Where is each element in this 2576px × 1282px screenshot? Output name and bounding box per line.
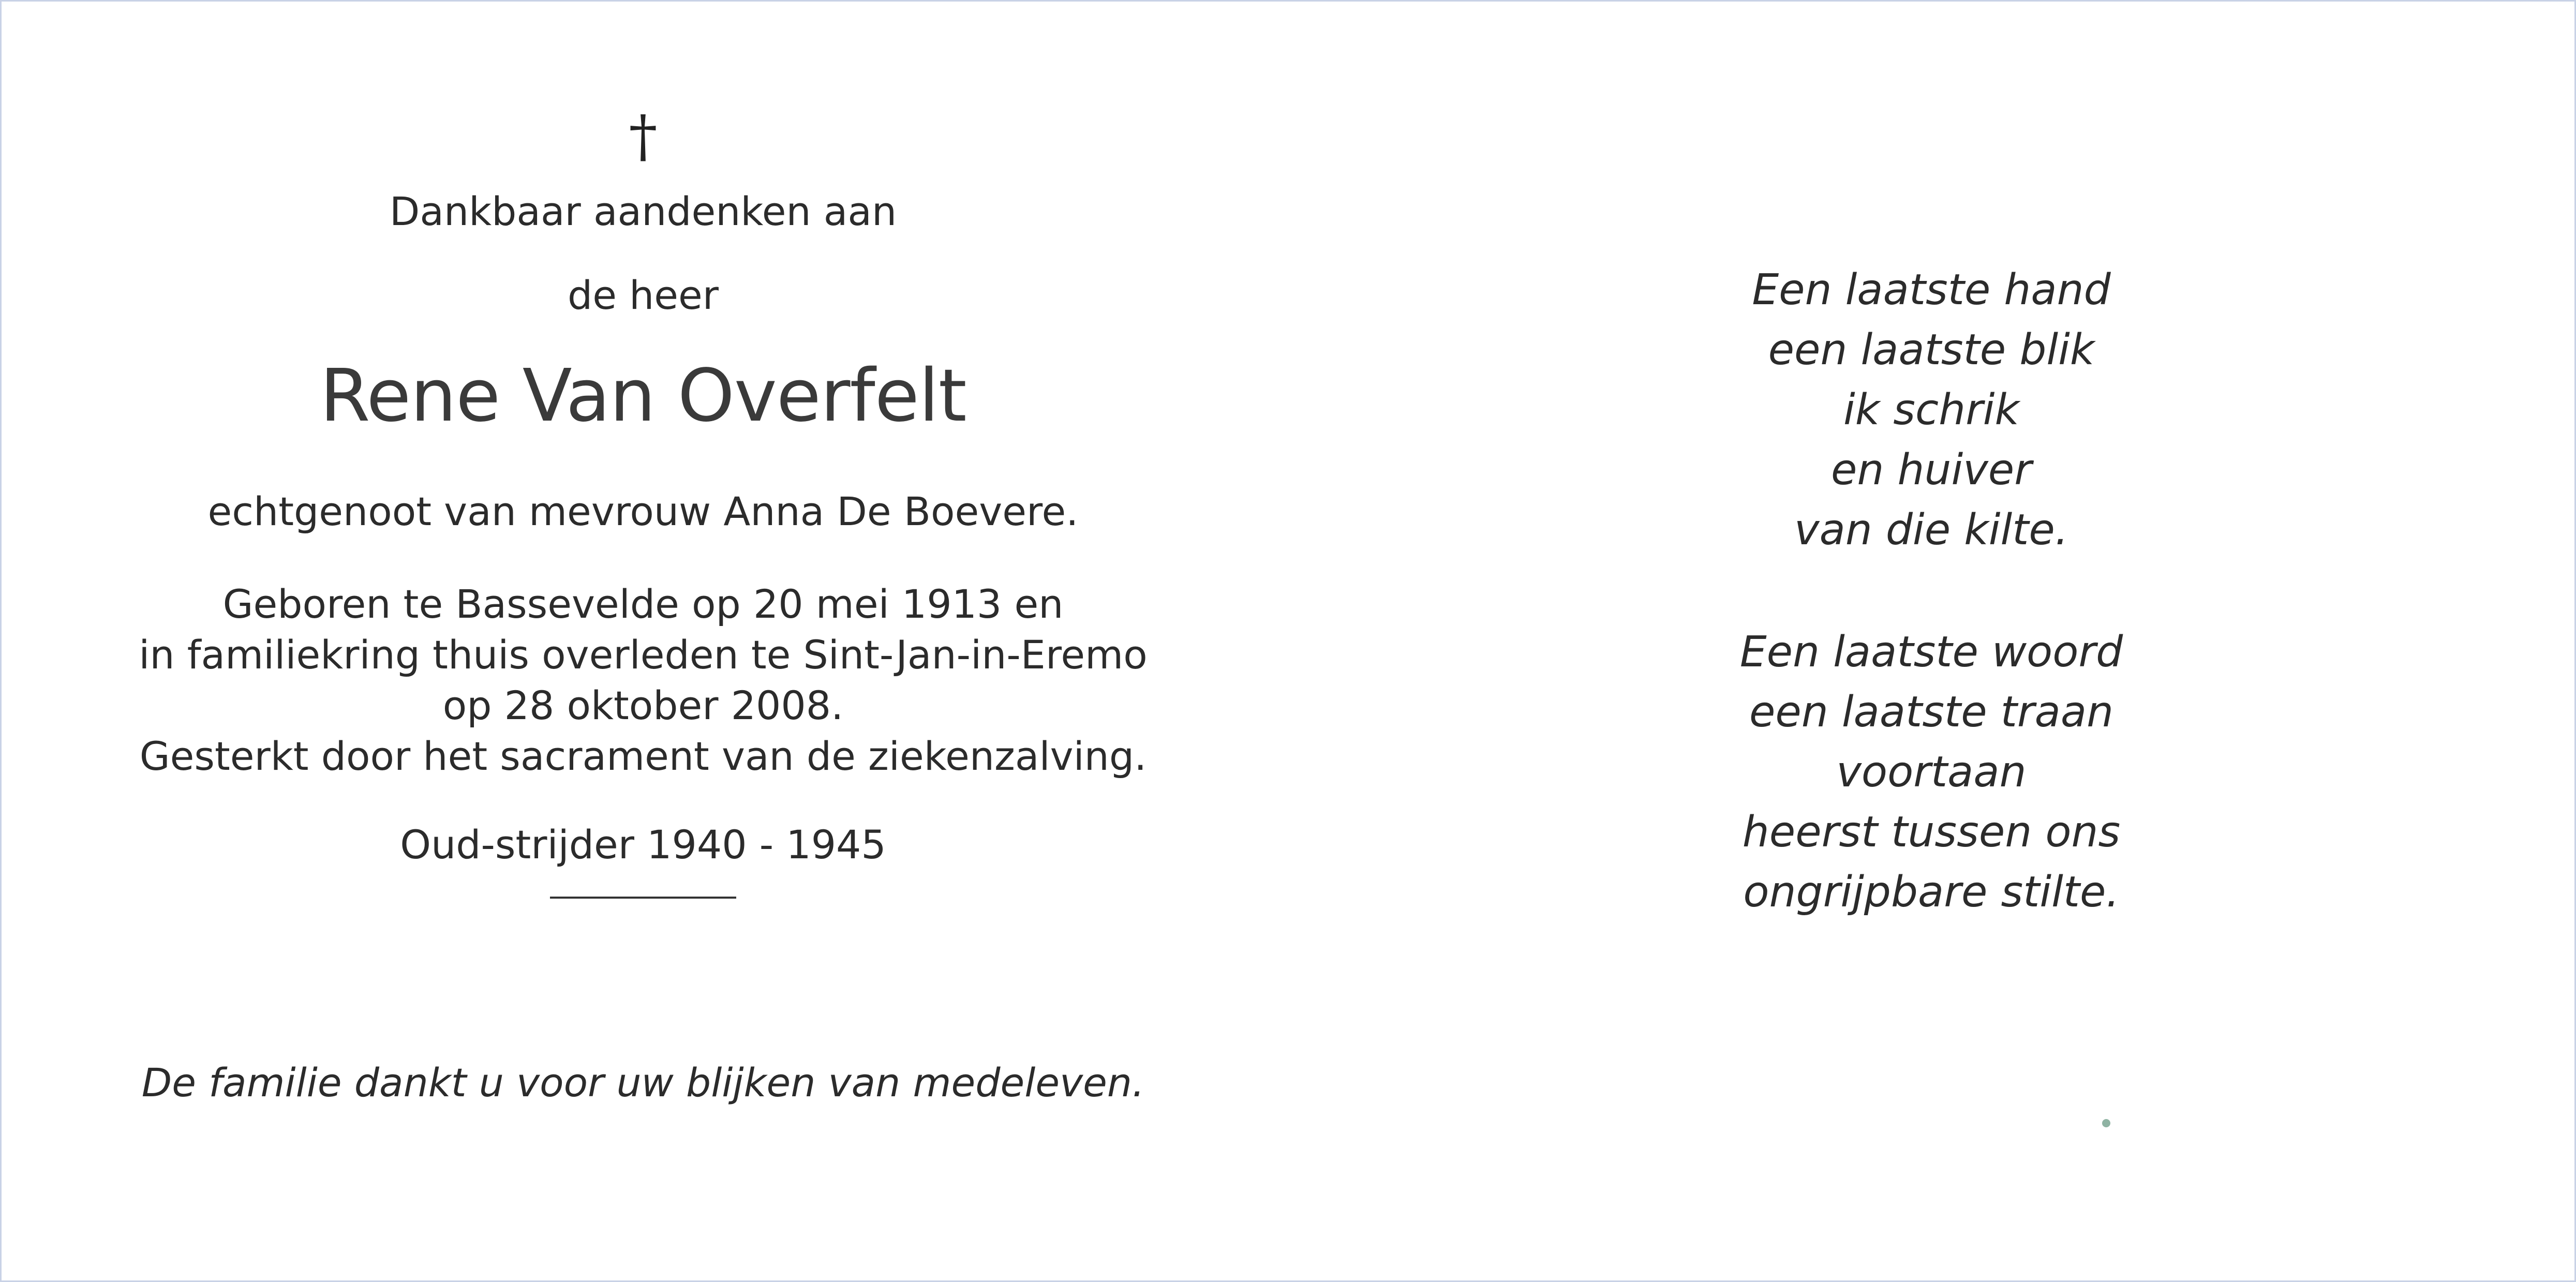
bio-line-death-place: in familiekring thuis overleden te Sint-Jan-in-Eremo bbox=[139, 632, 1148, 678]
intro-line: Dankbaar aandenken aan bbox=[389, 188, 897, 234]
memorial-text-column bbox=[126, 100, 1160, 899]
deceased-name: Rene Van Overfelt bbox=[320, 354, 966, 438]
honorific: de heer bbox=[567, 272, 719, 318]
stanza-gap bbox=[1688, 560, 2175, 622]
divider bbox=[550, 897, 736, 899]
bio-line-death-date: op 28 oktober 2008. bbox=[442, 682, 844, 728]
poem-line: een laatste blik bbox=[1768, 325, 2095, 375]
bio-line-birth: Geboren te Bassevelde op 20 mei 1913 en bbox=[222, 581, 1064, 627]
poem-line: van die kilte. bbox=[1794, 505, 2068, 555]
poem-line: voortaan bbox=[1836, 748, 2027, 797]
veteran-line: Oud-strijder 1940 - 1945 bbox=[400, 822, 886, 868]
biography bbox=[126, 579, 1160, 782]
poem-line: en huiver bbox=[1831, 445, 2032, 495]
poem-line: heerst tussen ons bbox=[1742, 808, 2121, 857]
poem-stanza-1 bbox=[1688, 260, 2175, 560]
scan-speck bbox=[2102, 1119, 2110, 1127]
poem-line: ik schrik bbox=[1843, 385, 2020, 435]
poem bbox=[1688, 260, 2175, 922]
spouse-line: echtgenoot van mevrouw Anna De Boevere. bbox=[207, 488, 1079, 534]
poem-line: Een laatste woord bbox=[1739, 628, 2123, 677]
family-thanks: De familie dankt u voor uw blijken van medeleven. bbox=[141, 1060, 1145, 1106]
bio-line-sacrament: Gesterkt door het sacrament van de ziekenzalving. bbox=[139, 733, 1147, 779]
poem-line: een laatste traan bbox=[1749, 688, 2114, 737]
poem-stanza-2 bbox=[1688, 622, 2175, 922]
poem-line: Een laatste hand bbox=[1752, 265, 2111, 315]
poem-line: ongrijpbare stilte. bbox=[1743, 868, 2120, 917]
cross-icon: † bbox=[629, 103, 658, 169]
